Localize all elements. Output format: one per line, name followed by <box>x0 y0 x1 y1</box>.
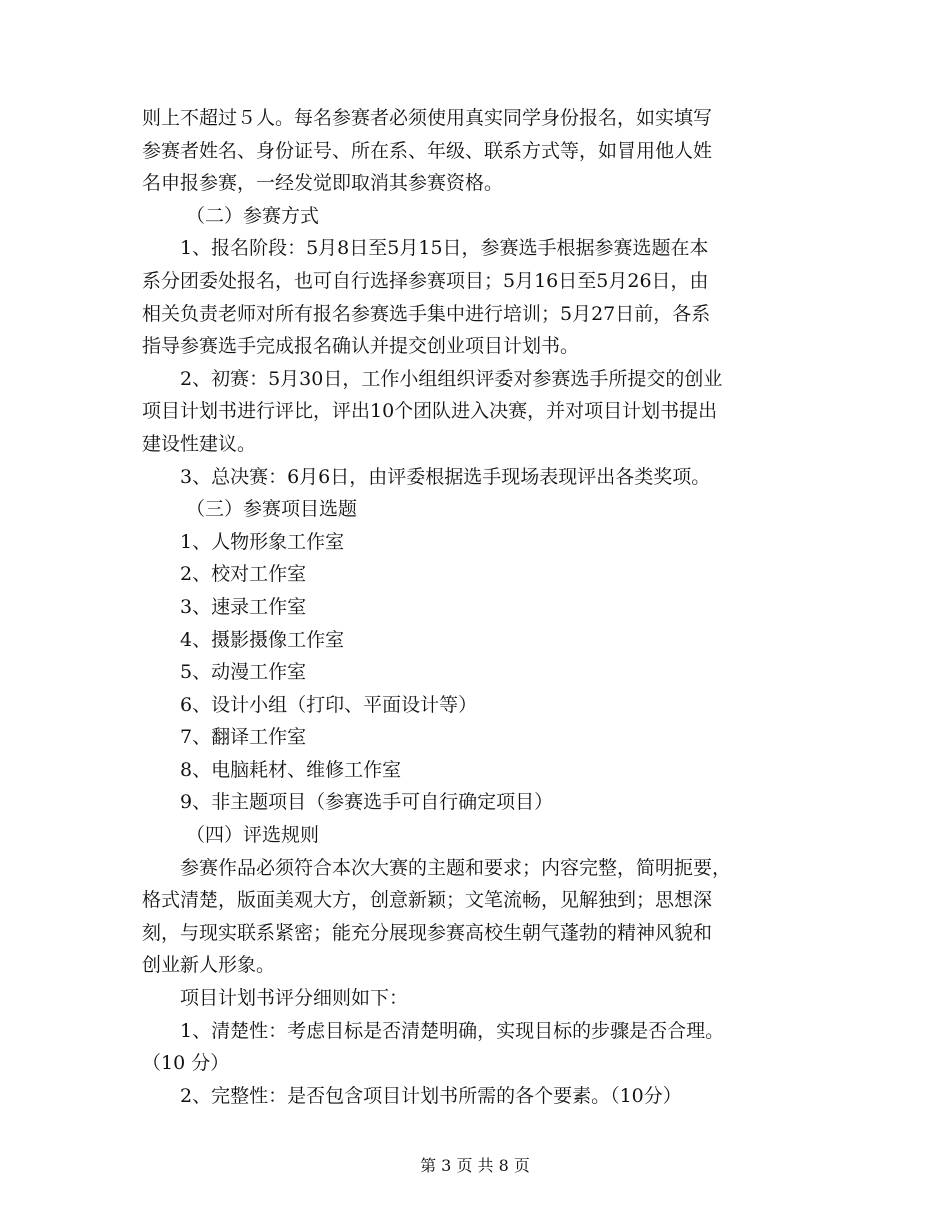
text-line: 3、总决赛：6月6日，由评委根据选手现场表现评出各类奖项。 <box>180 465 711 488</box>
text-line: 6、设计小组（打印、平面设计等） <box>180 693 478 716</box>
text-line: 相关负责老师对所有报名参赛选手集中进行培训；5月27日前，各系 <box>142 302 711 325</box>
text-line: 指导参赛选手完成报名确认并提交创业项目计划书。 <box>142 335 580 358</box>
text-line: 4、摄影摄像工作室 <box>180 628 345 651</box>
page-footer: 第 3 页 共 8 页 <box>420 1156 530 1175</box>
text-line: （三）参赛项目选题 <box>186 498 358 521</box>
document-body <box>142 102 812 1112</box>
text-line: 项目计划书进行评比，评出10个团队进入决赛，并对项目计划书提出 <box>142 400 718 423</box>
text-line: 格式清楚，版面美观大方，创意新颖；文笔流畅，见解独到；思想深 <box>142 889 713 912</box>
text-line: 项目计划书评分细则如下： <box>180 987 409 1010</box>
text-line: 1、人物形象工作室 <box>180 530 345 553</box>
text-line: （二）参赛方式 <box>186 204 320 227</box>
text-line: 系分团委处报名，也可自行选择参赛项目；5月16日至5月26日，由 <box>142 269 709 292</box>
text-line: 参赛作品必须符合本次大赛的主题和要求；内容完整，简明扼要， <box>180 856 732 879</box>
text-line: 建设性建议。 <box>142 432 257 455</box>
text-line: 创业新人形象。 <box>142 954 276 977</box>
text-line: 5、动漫工作室 <box>180 661 307 684</box>
text-line: 7、翻译工作室 <box>180 726 307 749</box>
text-line: 9、非主题项目（参赛选手可自行确定项目） <box>180 791 554 814</box>
text-line: 刻，与现实联系紧密；能充分展现参赛高校生朝气蓬勃的精神风貌和 <box>142 921 713 944</box>
text-line: 参赛者姓名、身份证号、所在系、年级、联系方式等，如冒用他人姓 <box>142 139 713 162</box>
text-line: 1、清楚性：考虑目标是否清楚明确，实现目标的步骤是否合理。 <box>180 1019 725 1042</box>
text-line: 2、完整性：是否包含项目计划书所需的各个要素。（10分） <box>180 1084 682 1107</box>
text-line: （四）评选规则 <box>186 824 320 847</box>
text-line: 8、电脑耗材、维修工作室 <box>180 758 402 781</box>
text-line: 2、校对工作室 <box>180 563 307 586</box>
text-line: 1、报名阶段：5月8日至5月15日，参赛选手根据参赛选题在本 <box>180 237 709 260</box>
text-line: 则上不超过５人。每名参赛者必须使用真实同学身份报名，如实填写 <box>142 107 713 129</box>
text-line: （10 分） <box>142 1052 230 1075</box>
text-line: 3、速录工作室 <box>180 595 307 618</box>
text-line: 2、初赛：5月30日，工作小组组织评委对参赛选手所提交的创业 <box>180 367 723 390</box>
text-line: 名申报参赛，一经发觉即取消其参赛资格。 <box>142 172 504 195</box>
